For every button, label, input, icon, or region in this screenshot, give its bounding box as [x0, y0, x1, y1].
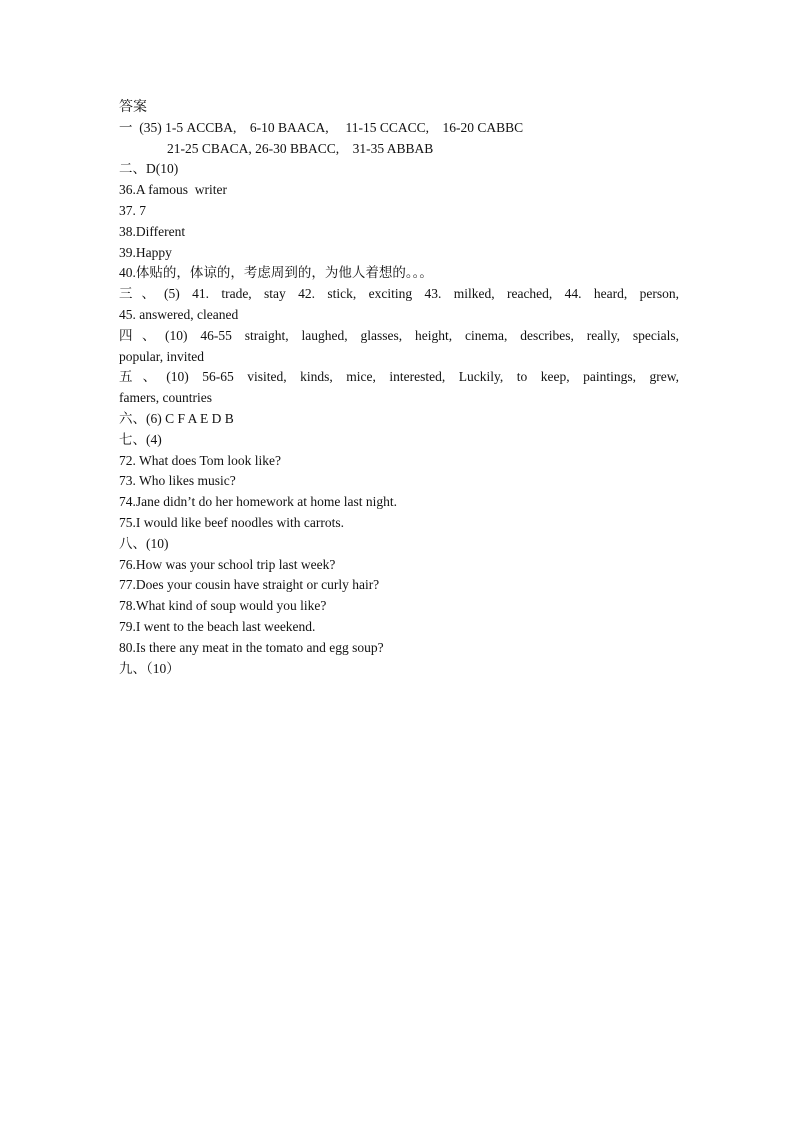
- answer-line: 一 (35) 1-5 ACCBA, 6-10 BAACA, 11-15 CCACC, 16-20 CABBC: [119, 119, 524, 135]
- answer-line: 三、(5) 41. trade, stay 42. stick, exciting 43. milked, reached, 44. heard, person,: [119, 286, 679, 302]
- answer-line: 39.Happy: [119, 244, 172, 260]
- answer-line: 二、D(10): [119, 161, 179, 177]
- answer-line: 45. answered, cleaned: [119, 306, 239, 322]
- answer-line: 五、(10) 56-65 visited, kinds, mice, interested, Luckily, to keep, paintings, grew,: [119, 369, 679, 385]
- answer-key-document: [119, 97, 679, 679]
- answer-line: 79.I went to the beach last weekend.: [119, 618, 316, 634]
- answer-line: 七、(4): [119, 431, 162, 447]
- answer-line: 72. What does Tom look like?: [119, 452, 282, 468]
- answer-line: 74.Jane didn’t do her homework at home last night.: [119, 494, 397, 510]
- answer-line: 六、(6) C F A E D B: [119, 410, 234, 426]
- document-title: 答案: [119, 99, 147, 115]
- answer-line: 75.I would like beef noodles with carrots.: [119, 514, 344, 530]
- answer-line: 38.Different: [119, 223, 186, 239]
- answer-line: 73. Who likes music?: [119, 473, 236, 489]
- answer-lines: [119, 118, 679, 680]
- answer-line: 四、(10) 46-55 straight, laughed, glasses, height, cinema, describes, really, specials,: [119, 327, 679, 343]
- answer-line: 80.Is there any meat in the tomato and egg soup?: [119, 639, 384, 655]
- answer-line: famers, countries: [119, 390, 212, 406]
- answer-line: 76.How was your school trip last week?: [119, 556, 336, 572]
- answer-line: 九、（10）: [119, 660, 180, 676]
- answer-line: 77.Does your cousin have straight or curly hair?: [119, 577, 380, 593]
- answer-line: 八、(10): [119, 535, 169, 551]
- answer-line: 78.What kind of soup would you like?: [119, 598, 327, 614]
- answer-line: 36.A famous writer: [119, 182, 227, 198]
- answer-line: 37. 7: [119, 202, 146, 218]
- answer-line: 21-25 CBACA, 26-30 BBACC, 31-35 ABBAB: [167, 140, 434, 156]
- answer-line: 40.体贴的，体谅的，考虑周到的，为他人着想的。。。: [119, 265, 433, 281]
- answer-line: popular, invited: [119, 348, 204, 364]
